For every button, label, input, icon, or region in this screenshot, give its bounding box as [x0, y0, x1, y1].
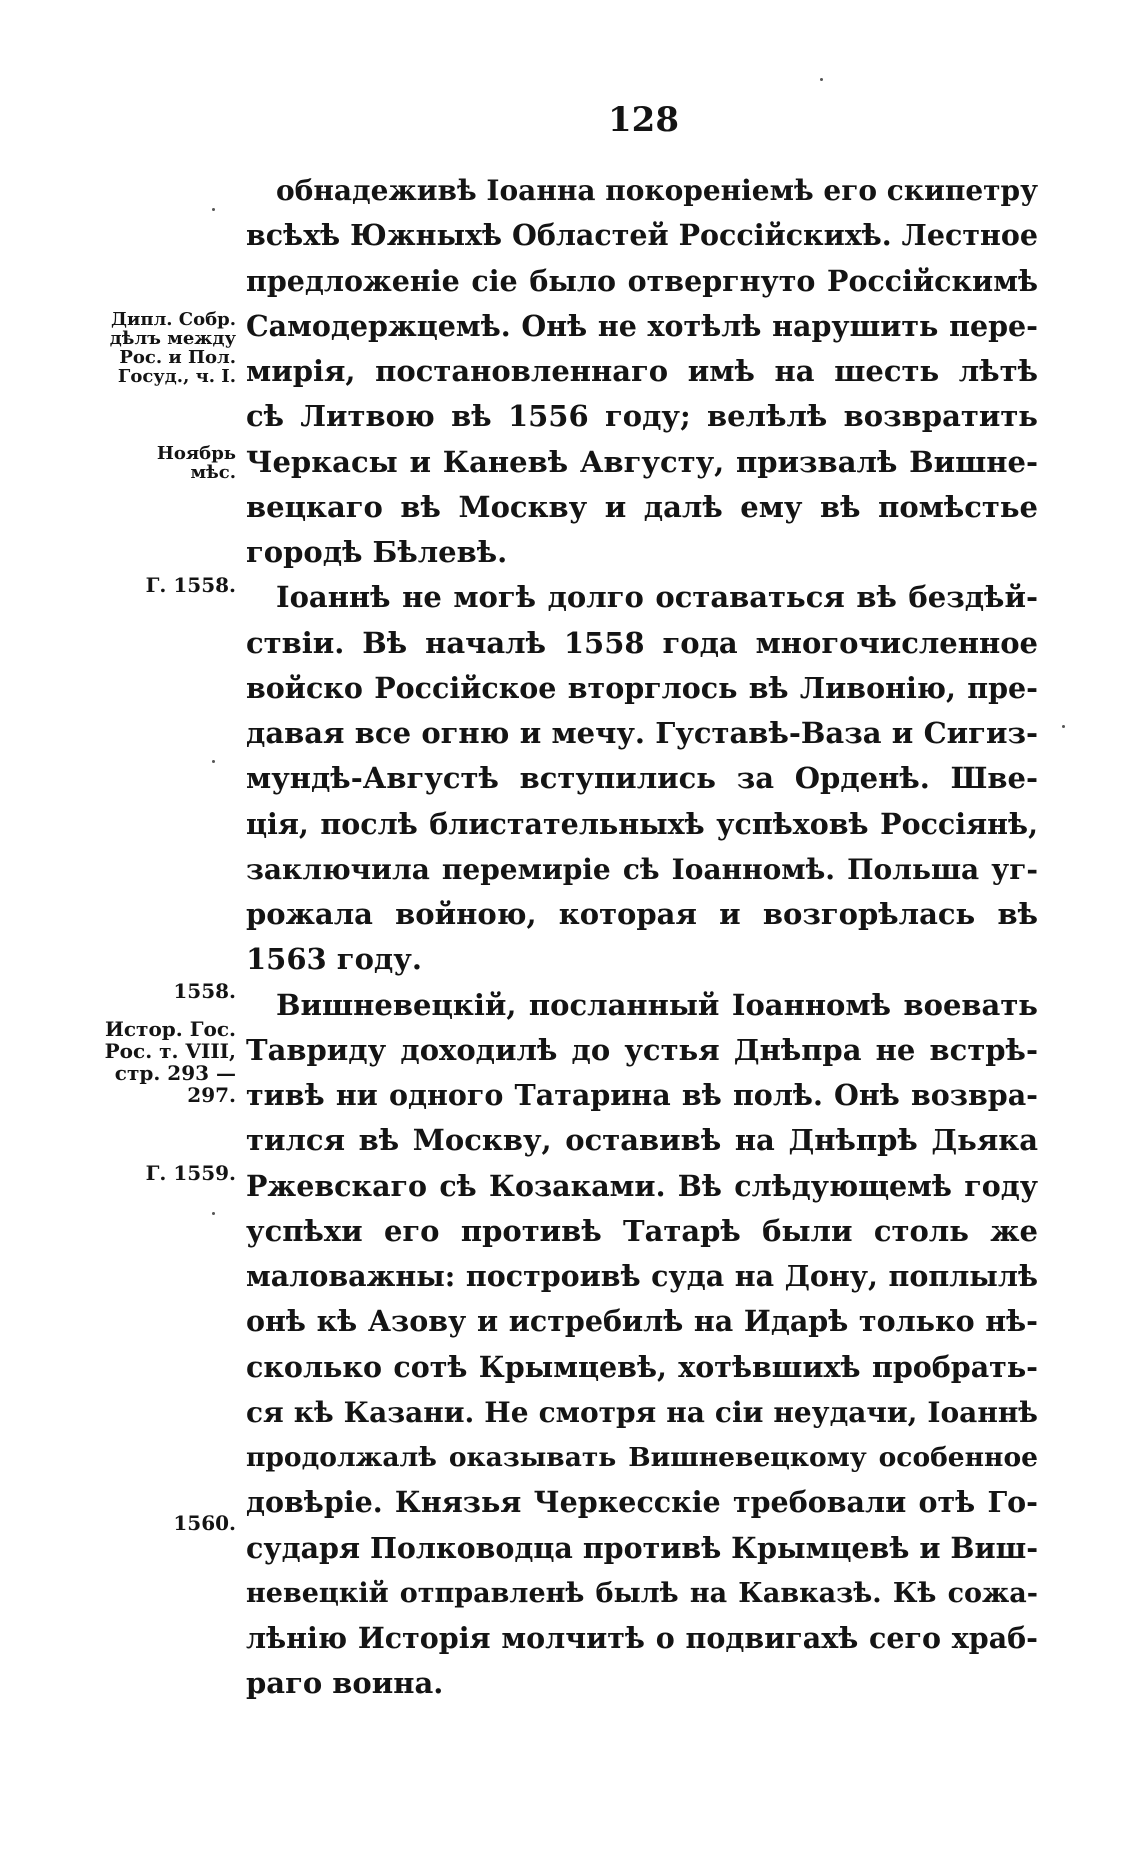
text-line: городѣ Бѣлевѣ. [246, 535, 508, 569]
text-line: довѣріе. Князья Черкесскіе требовали отѣ Го- [246, 1485, 1038, 1520]
margin-note-line: Рос. и Пол. [119, 347, 236, 368]
text-line: давая все огню и мечу. Густавѣ-Ваза и Сигиз- [246, 716, 1038, 750]
margin-note-noyabr [157, 444, 236, 482]
text-line: рожала войною, которая и возгорѣлась вѣ [246, 897, 1038, 931]
text-line: войско Россійское вторглось вѣ Ливонію, пре- [246, 670, 1038, 705]
text-line: онѣ кѣ Азову и истребилѣ на Идарѣ только нѣ- [246, 1304, 1038, 1339]
text-line: тился вѣ Москву, оставивѣ на Днѣпрѣ Дьяка [246, 1123, 1038, 1158]
margin-note-dipl-sobr [110, 310, 236, 386]
print-speck [1062, 725, 1065, 728]
body-text [246, 168, 1038, 1707]
text-line: ція, послѣ блистательныхѣ успѣховѣ Россіянѣ, [246, 806, 1038, 841]
text-line: мирія, постановленнаго имѣ на шесть лѣтѣ [246, 354, 1038, 388]
text-line: заключила перемиріе сѣ Іоанномѣ. Польша уг- [246, 852, 1038, 886]
text-line: сколько сотѣ Крымцевѣ, хотѣвшихѣ пробрать- [246, 1349, 1038, 1384]
margin-note-year-1559: Г. 1559. [145, 1161, 236, 1185]
text-line: лѣнію Исторія молчитѣ о подвигахѣ сего храб- [246, 1621, 1038, 1655]
text-line: всѣхѣ Южныхѣ Областей Россійскихѣ. Лестное [246, 218, 1039, 253]
text-line: вецкаго вѣ Москву и далѣ ему вѣ помѣстье [246, 489, 1038, 524]
text-line: продолжалѣ оказывать Вишневецкому особенное [246, 1442, 1038, 1473]
text-line: обнадеживѣ Іоанна покореніемѣ его скипетру [276, 174, 1038, 207]
margin-note-year-1558: Г. 1558. [145, 573, 236, 597]
text-line: сѣ Литвою вѣ 1556 году; велѣлѣ возвратить [246, 399, 1038, 434]
print-speck [820, 78, 823, 81]
margin-note-line: Дипл. Собр. [111, 309, 236, 330]
text-line: успѣхи его противѣ Татарѣ были столь же [246, 1213, 1038, 1248]
text-line: Тавриду доходилѣ до устья Днѣпра не встрѣ- [246, 1032, 1038, 1067]
text-line: сударя Полководца противѣ Крымцевѣ и Виш- [246, 1530, 1039, 1565]
margin-note-line: дѣлъ между [109, 328, 236, 349]
print-speck [212, 760, 215, 763]
text-line: Ржевскаго сѣ Козаками. Вѣ слѣдующемѣ году [246, 1168, 1038, 1203]
text-line: невецкій отправленѣ былѣ на Кавказѣ. Кѣ сожа- [246, 1577, 1038, 1609]
margin-note-1558: 1558. [173, 979, 236, 1003]
text-line: Самодержцемѣ. Онѣ не хотѣлѣ нарушить пере- [246, 308, 1038, 343]
margin-note-line: Ноябрь [156, 443, 236, 464]
margin-note-line: мѣс. [190, 462, 236, 483]
margin-note-line: Истор. Гос. [104, 1017, 236, 1041]
text-line: Іоаннѣ не могѣ долго оставаться вѣ бездѣй- [276, 580, 1038, 615]
margin-note-line: 297. [187, 1083, 236, 1107]
text-line: маловажны: построивѣ суда на Дону, поплылѣ [246, 1259, 1038, 1293]
text-line: тивѣ ни одного Татарина вѣ полѣ. Онѣ возвра- [246, 1078, 1038, 1112]
text-line: ся кѣ Казани. Не смотря на сіи неудачи, Іоаннѣ [246, 1395, 1038, 1429]
text-line: ствіи. Вѣ началѣ 1558 года многочисленное [246, 625, 1038, 660]
text-line: 1563 году. [246, 942, 422, 977]
text-line: мундѣ-Августѣ вступились за Орденѣ. Шве- [246, 761, 1038, 796]
margin-note-line: Рос. т. VIII, [104, 1039, 236, 1063]
print-speck [212, 1212, 215, 1215]
margin-note-1560: 1560. [173, 1511, 236, 1535]
margin-note-line: Госуд., ч. I. [117, 366, 236, 387]
text-line: Вишневецкій, посланный Іоанномѣ воевать [276, 987, 1038, 1022]
margin-note-istor-gos [105, 1018, 236, 1106]
page-number: 128 [608, 100, 679, 140]
text-line: предложеніе сіе было отвергнуто Россійскимѣ [246, 263, 1038, 298]
margin-note-line: стр. 293 — [114, 1061, 236, 1085]
print-speck [212, 208, 215, 211]
text-line: раго воина. [246, 1666, 444, 1701]
text-line: Черкасы и Каневѣ Августу, призвалѣ Вишне- [246, 444, 1038, 479]
